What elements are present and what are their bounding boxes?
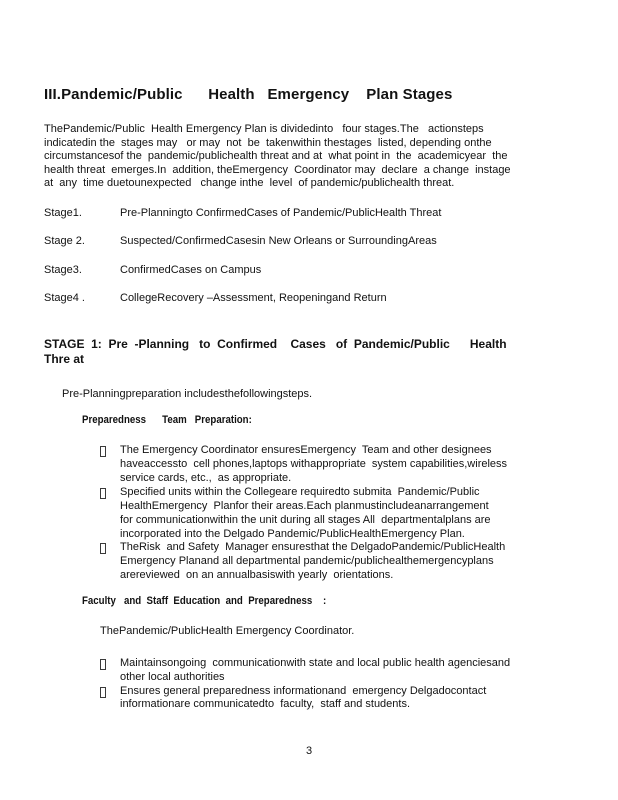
bullet-text: The Emergency Coordinator ensuresEmergency Team and other designees haveaccessto cell phones,laptops withappropriate system capabilities,wireless service cards, etc., as appropriate. <box>120 444 508 484</box>
stage-list <box>44 207 578 306</box>
stage-label: Stage 2. <box>44 235 85 248</box>
document-title: III.Pandemic/Public Health Emergency Plan Stages <box>44 86 453 103</box>
coordinator-line: ThePandemic/PublicHealth Emergency Coordinator. <box>100 625 355 638</box>
stage-list-item-4 <box>44 292 578 305</box>
hollow-box-bullet-icon <box>100 543 106 554</box>
stage-text: ConfirmedCases on Campus <box>120 263 262 276</box>
list-item <box>100 657 578 685</box>
hollow-box-bullet-icon <box>100 488 106 499</box>
faculty-staff-heading-text: Faculty and Staff Education and Preparedness : <box>82 595 327 608</box>
stage-list-item-1 <box>44 207 578 220</box>
hollow-box-bullet-icon <box>100 687 106 698</box>
hollow-box-bullet-icon <box>100 446 106 457</box>
stage-text: CollegeRecovery –Assessment, Reopeningand Return <box>120 292 387 305</box>
bullet-text: Specified units within the Collegeare requiredto submita Pandemic/Public HealthEmergency Planfor their areas.Each planmustincludeanarrangement for communicationwithin the unit during all stages All departmentalplans are incorporated into the Delgado Pandemic/PublicHealthEmergency Plan. <box>120 485 491 540</box>
stage-label: Stage3. <box>44 263 82 276</box>
stage-text: Pre-Planningto ConfirmedCases of Pandemic/PublicHealth Threat <box>120 206 442 219</box>
preparedness-team-heading-text: Preparedness Team Preparation: <box>82 414 252 427</box>
stage-text: Suspected/ConfirmedCasesin New Orleans or SurroundingAreas <box>120 235 437 248</box>
intro-paragraph: ThePandemic/Public Health Emergency Plan is dividedinto four stages.The actionsteps indicatedin the stages may or may not be takenwithin thestages listed, depending onthe circumstancesof the pandemic/publichealth threat and at what point in the academicyear the health threat emerges.In addition, theEmergency Coordinator may declare a change instage at any time duetounexpected change inthe level of pandemic/publichealth threat. <box>44 123 511 190</box>
stage-label: Stage1. <box>44 206 82 219</box>
bullet-text: Ensures general preparedness informationand emergency Delgadocontact informationare communicatedto faculty, staff and students. <box>120 684 487 711</box>
bullet-text: Maintainsongoing communicationwith state and local public health agenciesand other local authorities <box>120 656 511 683</box>
stage-label: Stage4 . <box>44 292 85 305</box>
faculty-staff-heading <box>82 595 578 608</box>
stage-list-item-3 <box>44 264 578 277</box>
list-item <box>100 685 578 713</box>
preplanning-intro: Pre-Planningpreparation includesthefollowingsteps. <box>62 388 313 401</box>
hollow-box-bullet-icon <box>100 659 106 670</box>
list-item <box>100 444 578 486</box>
faculty-bullet-list <box>100 657 578 713</box>
stage1-section-heading: STAGE 1: Pre -Planning to Confirmed Cases of Pandemic/Public Health Thre at <box>44 337 507 366</box>
preparedness-team-heading <box>82 414 578 427</box>
list-item <box>100 541 578 583</box>
list-item <box>100 486 578 542</box>
stage-list-item-2 <box>44 235 578 248</box>
bullet-text: TheRisk and Safety Manager ensuresthat the DelgadoPandemic/PublicHealth Emergency Planand all departmental pandemic/publichealthemergencyplans arereviewed on an annualbasiswith yearly orientations. <box>120 541 506 582</box>
page-number: 3 <box>305 745 313 757</box>
team-bullet-list <box>100 444 578 583</box>
